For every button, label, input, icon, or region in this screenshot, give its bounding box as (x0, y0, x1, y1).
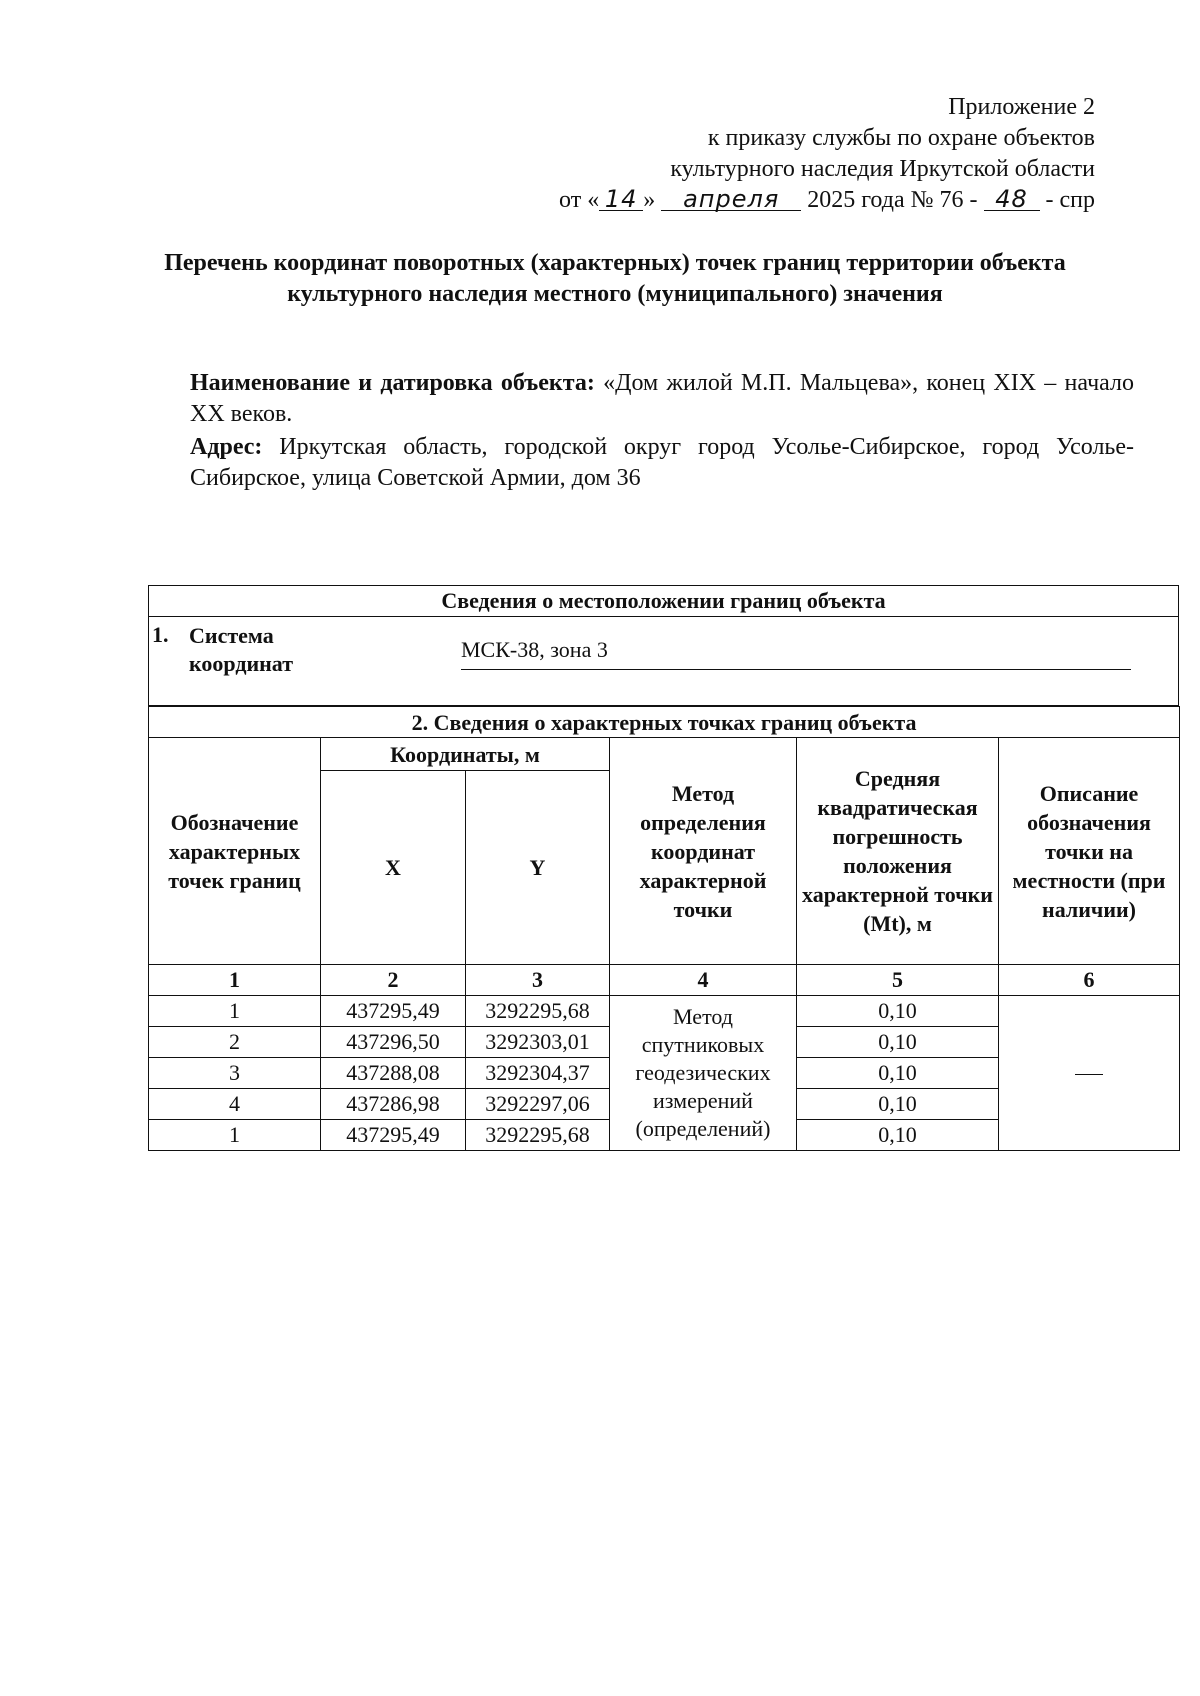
points-table (148, 706, 1180, 1151)
point-x: 437296,50 (321, 1027, 466, 1058)
column-number: 4 (610, 965, 797, 996)
appendix-number: Приложение 2 (948, 94, 1095, 120)
col-x-header: X (321, 771, 466, 965)
point-mt: 0,10 (797, 1027, 999, 1058)
col-description-header: Описание обозначения точки на местности (при наличии) (999, 738, 1180, 965)
location-table-header: Сведения о местоположении границ объекта (149, 586, 1179, 617)
coordinate-system-value: МСК-38, зона 3 (461, 637, 1131, 670)
object-address-value: Иркутская область, городской округ город Усолье-Сибирское, город Усолье-Сибирское, улица Советской Армии, дом 36 (190, 434, 1135, 491)
date-prefix: от « (559, 187, 600, 213)
appendix-header (559, 92, 1095, 216)
object-address-label: Адрес: (190, 434, 263, 460)
object-address-paragraph (190, 432, 1134, 494)
order-suffix: - спр (1045, 187, 1095, 213)
object-name-label: Наименование и датировка объекта: (190, 370, 595, 396)
handwritten-order-number: 48 (984, 188, 1040, 211)
point-id: 1 (149, 1120, 321, 1151)
point-y: 3292297,06 (466, 1089, 610, 1120)
col-designation-header: Обозначение характерных точек границ (149, 738, 321, 965)
point-x: 437286,98 (321, 1089, 466, 1120)
location-table (148, 585, 1179, 706)
coordinate-system-number: 1. (152, 622, 169, 647)
col-method-header: Метод определения координат характерной точки (610, 738, 797, 965)
column-number: 6 (999, 965, 1180, 996)
date-quote-close: » (643, 187, 656, 213)
point-y: 3292303,01 (466, 1027, 610, 1058)
point-id: 4 (149, 1089, 321, 1120)
coordinate-system-label-line1: Система (189, 623, 274, 648)
document-title: Перечень координат поворотных (характерных) точек границ территории объекта культурного наследия местного (муниципального) значения (164, 250, 1066, 307)
point-mt: 0,10 (797, 996, 999, 1027)
point-x: 437295,49 (321, 996, 466, 1027)
point-x: 437295,49 (321, 1120, 466, 1151)
object-name-value: «Дом жилой М.П. Мальцева», конец XIX – начало XX веков. (190, 370, 1134, 427)
column-number: 3 (466, 965, 610, 996)
point-y: 3292295,68 (466, 996, 610, 1027)
appendix-authority: культурного наследия Иркутской области (670, 156, 1095, 182)
column-number: 5 (797, 965, 999, 996)
point-mt: 0,10 (797, 1058, 999, 1089)
coordinate-system-label (189, 622, 293, 678)
point-id: 3 (149, 1058, 321, 1089)
column-number: 2 (321, 965, 466, 996)
handwritten-day: 14 (599, 188, 643, 211)
handwritten-month: апреля (661, 188, 801, 211)
col-error-header: Средняя квадратическая погрешность положения характерной точки (Mt), м (797, 738, 999, 965)
col-coords-header: Координаты, м (321, 738, 610, 771)
object-name-paragraph (190, 368, 1134, 430)
method-value: Метод спутниковых геодезических измерений (определений) (610, 996, 797, 1151)
point-y: 3292304,37 (466, 1058, 610, 1089)
appendix-order-ref: к приказу службы по охране объектов (707, 125, 1095, 151)
point-x: 437288,08 (321, 1058, 466, 1089)
object-info (190, 368, 1134, 496)
col-y-header: Y (466, 771, 610, 965)
appendix-date-line (559, 185, 1095, 216)
column-number-row (149, 965, 1180, 996)
coordinate-system-cell (149, 617, 1179, 706)
point-y: 3292295,68 (466, 1120, 610, 1151)
dash-mark (1075, 1074, 1103, 1075)
tables-container (148, 585, 1179, 1151)
points-section-title: 2. Сведения о характерных точках границ объекта (149, 707, 1180, 738)
column-number: 1 (149, 965, 321, 996)
point-id: 1 (149, 996, 321, 1027)
point-mt: 0,10 (797, 1120, 999, 1151)
point-mt: 0,10 (797, 1089, 999, 1120)
description-cell (999, 996, 1180, 1151)
point-id: 2 (149, 1027, 321, 1058)
table-row (149, 996, 1180, 1027)
coordinate-system-label-line2: координат (189, 651, 294, 676)
date-year-number: 2025 года № 76 - (807, 187, 978, 213)
